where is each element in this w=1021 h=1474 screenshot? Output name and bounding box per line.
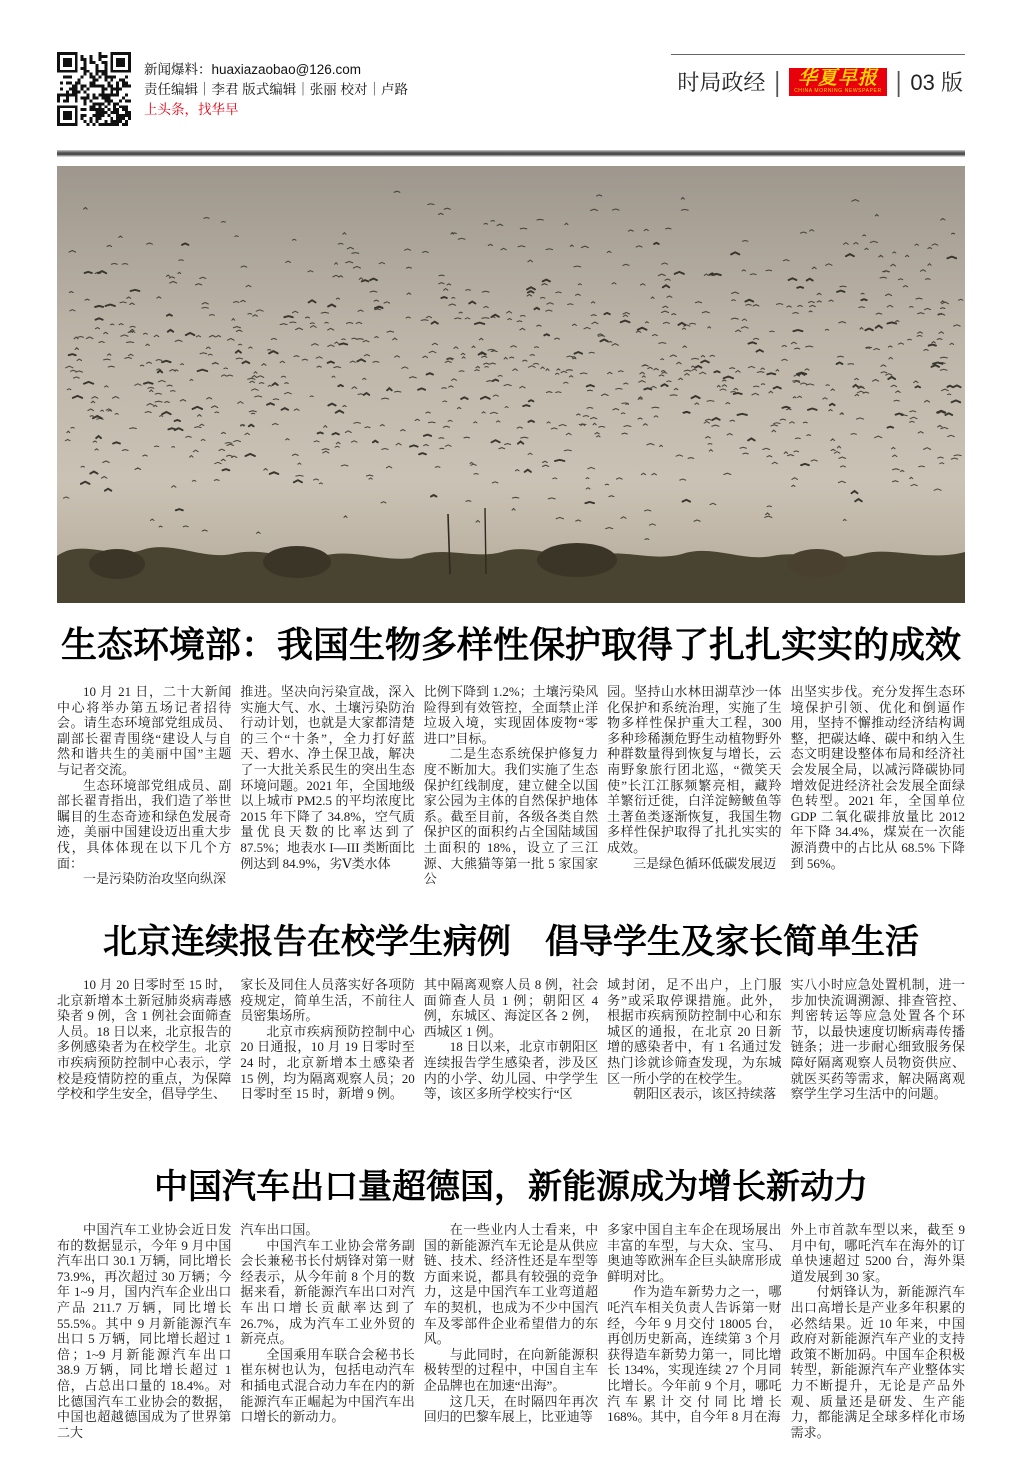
header-divider: [57, 150, 965, 157]
birds-photo: [57, 166, 965, 603]
paragraph: 北京市疾病预防控制中心 20 日通报，10 月 19 日零时至 24 时，北京新增本土感染者 15 例，均为隔离观察人员；20 日零时至 15 时，新增 9 例。: [240, 1023, 415, 1102]
article-column: [57, 684, 231, 900]
paragraph: 其中隔离观察人员 8 例，社会面筛查人员 1 例；朝阳区 4 例，东城区、海淀区各 2 例，西城区 1 例。: [423, 977, 599, 1039]
paragraph: 这几天，在时隔四年再次回归的巴黎车展上，比亚迪等: [423, 1393, 599, 1425]
paper-logo: [789, 68, 887, 96]
page-number: 03 版: [910, 70, 963, 95]
article-columns: [57, 977, 965, 1145]
paragraph: 比例下降到 1.2%；土壤污染风险得到有效管控，全面禁止洋垃圾入境，实现固体废物“零进口”目标。: [423, 684, 599, 746]
paragraph: 在一些业内人士看来，中国的新能源汽车无论是从供应链、技术、经济性还是车型等方面来说，都具有较强的竞争力，这是中国汽车工业弯道超车的契机，也成为不少中国汽车及零部件企业希望借力的东风。: [423, 1222, 599, 1347]
article-column: [57, 1222, 231, 1474]
qr-code-icon: [57, 52, 131, 126]
paragraph: 三是绿色循环低碳发展迈: [633, 855, 777, 871]
tree-clump: [537, 543, 617, 577]
paragraph: 出坚实步伐。充分发挥生态环境保护引领、优化和倒逼作用，坚持不懈推动经济结构调整，把碳达峰、碳中和纳入生态文明建设整体布局和经济社会发展全局，以减污降碳协同增效促进经济社会发展全面绿色转型。2021 年，全国单位 GDP 二氧化碳排放量比 2012 年下降 34.4%，煤炭在一次能源消费中的占比从 68.5% 下降到 56%。: [790, 684, 965, 871]
paragraph: 外上市首款车型以来，截至 9 月中旬，哪吒汽车在海外的订单快速超过 5200 台，海外渠道发展到 30 家。: [790, 1222, 965, 1284]
paragraph: 中国汽车工业协会近日发布的数据显示，今年 9 月中国汽车出口 30.1 万辆，同比增长 73.9%，再次超过 30 万辆；今年 1~9 月，国内汽车企业出口产品 211.7 万辆，同比增长 55.5%。其中 9 月新能源汽车出口 5 万辆，同比增长超过 1 倍；1~9 月新能源汽车出口 38.9 万辆，同比增长超过 1 倍，占总出口量的 18.4%。对比德国汽车工业协会的数据，中国也超越德国成为了世界第二大: [57, 1222, 232, 1440]
article-column: [607, 684, 781, 900]
paragraph: 家长及同住人员落实好各项防疫规定，简单生活，不前往人员密集场所。: [240, 977, 415, 1024]
paper-logo-cn: 华夏早报: [797, 67, 878, 89]
header-left: [57, 52, 408, 126]
tree-clump: [263, 546, 331, 578]
divider-bar: |: [774, 65, 781, 97]
tree-clump: [89, 549, 145, 579]
paragraph: 推进。坚决向污染宣战，深入实施大气、水、土壤污染防治行动计划，也就是大家都清楚的三个“十条”，全力打好蓝天、碧水、净土保卫战，解决了一大批关系民生的突出生态环境问题。2021 年，全国地级以上城市 PM2.5 的平均浓度比 2015 年下降了 34.8%，空气质量优良天数的比率达到了 87.5%；地表水 I—III 类断面比例达到 84.9%，劣Ⅴ类水体: [240, 684, 415, 871]
editors-line: 责任编辑｜李君 版式编辑｜张丽 校对｜卢路: [144, 82, 409, 97]
article-column: [240, 684, 414, 900]
paragraph: 实八小时应急处置机制，进一步加快流调溯源、排查管控、判密转运等应急处置各个环节，以最快速度切断病毒传播链条；进一步耐心细致服务保障好隔离观察人员物资供应、就医买药等需求，解决隔离观察学生学习生活中的问题。: [790, 977, 965, 1102]
paragraph: 朝阳区表示，该区持续落: [633, 1086, 777, 1102]
section-title: 时局政经: [677, 70, 766, 95]
paper-logo-en: CHINA MORNING NEWSPAPER: [794, 87, 882, 94]
article-columns: [57, 684, 965, 900]
paragraph: 10 月 21 日，二十大新闻中心将举办第五场记者招待会。请生态环境部党组成员、副部长翟青围绕“建设人与自然和谐共生的美丽中国”主题与记者交流。: [57, 684, 232, 777]
article-column: [791, 1222, 965, 1474]
paragraph: 全国乘用车联合会秘书长崔东树也认为，包括电动汽车和插电式混合动力车在内的新能源汽车正崛起为中国汽车出口增长的新动力。: [240, 1346, 415, 1425]
paragraph: 18 日以来，北京市朝阳区连续报告学生感染者，涉及区内的小学、幼儿园、中学学生等，该区多所学校实行“区: [423, 1039, 599, 1102]
article-column: [791, 684, 965, 900]
article-column: [240, 977, 414, 1145]
header-right: [671, 54, 965, 107]
paragraph: 与此同时，在向新能源积极转型的过程中，中国自主车企品牌也在加速“出海”。: [423, 1346, 599, 1393]
article-headline: 中国汽车出口量超德国，新能源成为增长新动力: [154, 1168, 868, 1206]
article-column: [607, 1222, 781, 1474]
paragraph: 10 月 20 日零时至 15 时，北京新增本土新冠肺炎病毒感染者 9 例，含 1 例社会面筛查人员。18 日以来，北京报告的多例感染者为在校学生。北京市疾病预防控制中心表示，学校是疫情防控的重点，为保障学校和学生安全，倡导学生、: [57, 977, 232, 1102]
article-column: [424, 977, 598, 1145]
article-headline: 北京连续报告在校学生病例 倡导学生及家长简单生活: [103, 923, 919, 961]
photo-sky: [57, 166, 965, 603]
paragraph: 多家中国自主车企在现场展出丰富的车型，与大众、宝马、奥迪等欧洲车企巨头缺席形成鲜明对比。: [607, 1222, 782, 1284]
pole: [485, 508, 486, 574]
paragraph: 中国汽车工业协会常务副会长兼秘书长付炳锋对第一财经表示，从今年前 8 个月的数据来看，新能源汽车出口对汽车出口增长贡献率达到了 26.7%，成为汽车工业外贸的新亮点。: [240, 1237, 415, 1347]
article-ecology: [57, 617, 965, 900]
article-headline: 生态环境部：我国生物多样性保护取得了扎扎实实的成效: [60, 624, 961, 665]
article-column: [607, 977, 781, 1145]
article-column: [424, 1222, 598, 1474]
tipline-text: 新闻爆料：huaxiazaobao@126.com: [144, 62, 362, 77]
paragraph: 一是污染防治攻坚向纵深: [83, 871, 227, 887]
paragraph: 二是生态系统保护修复力度不断加大。我们实施了生态保护红线制度，建立健全以国家公园为主体的自然保护地体系。截至目前，各级各类自然保护区的面积约占全国陆域国土面积的 18%，设立了三江源、大熊猫等第一批 5 家国家公: [423, 746, 599, 887]
slogan-text: 上头条，找华早: [144, 102, 239, 117]
paragraph: 生态环境部党组成员、副部长翟青指出，我们造了举世瞩目的生态奇迹和绿色发展奇迹，美丽中国建设迈出重大步伐，具体体现在以下几个方面：: [57, 777, 232, 871]
article-column: [240, 1222, 414, 1474]
page-header: [57, 52, 965, 136]
tree-clump: [787, 549, 847, 577]
birds-photo-canvas: [57, 166, 965, 603]
header-meta: [144, 52, 408, 126]
article-auto-export: [57, 1159, 965, 1474]
article-columns: [57, 1222, 965, 1474]
article-column: [791, 977, 965, 1145]
article-column: [424, 684, 598, 900]
paragraph: 域封闭，足不出户，上门服务”或采取停课措施。此外，根据市疾病预防控制中心和东城区的通报，在北京 20 日新增的感染者中，有 1 名通过发热门诊就诊筛查发现，为东城区一所小学的在校学生。: [607, 977, 782, 1086]
paragraph: 园。坚持山水林田湖草沙一体化保护和系统治理，实施了生物多样性保护重大工程，300 多种珍稀濒危野生动植物野外种群数量得到恢复与增长，云南野象旅行团北巡，“微笑天使”长江江豚频繁亮相，藏羚羊繁衍迁徙，白洋淀鳑鲏鱼等土著鱼类逐渐恢复，我国生物多样性保护取得了扎扎实实的成效。: [607, 684, 782, 855]
paragraph: 作为造车新势力之一，哪吒汽车相关负责人告诉第一财经，今年 9 月交付 18005 台，再创历史新高，连续第 3 个月获得造车新势力第一，同比增长 134%，实现连续 27 个月同比增长。今年前 9 个月，哪吒汽车累计交付同比增长 168%。其中，自今年 8 月在海: [607, 1284, 782, 1425]
divider-bar: |: [895, 65, 902, 97]
article-beijing-cases: [57, 914, 965, 1145]
paragraph: 汽车出口国。: [240, 1222, 319, 1237]
article-column: [57, 977, 231, 1145]
paragraph: 付炳锋认为，新能源汽车出口高增长是产业多年积累的必然结果。近 10 年来，中国政府对新能源汽车产业的支持政策不断加码。中国车企积极转型，新能源汽车产业整体实力不断提升，无论是产品外观、质量还是研发、生产能力，都能满足全球多样化市场需求。: [790, 1284, 965, 1440]
